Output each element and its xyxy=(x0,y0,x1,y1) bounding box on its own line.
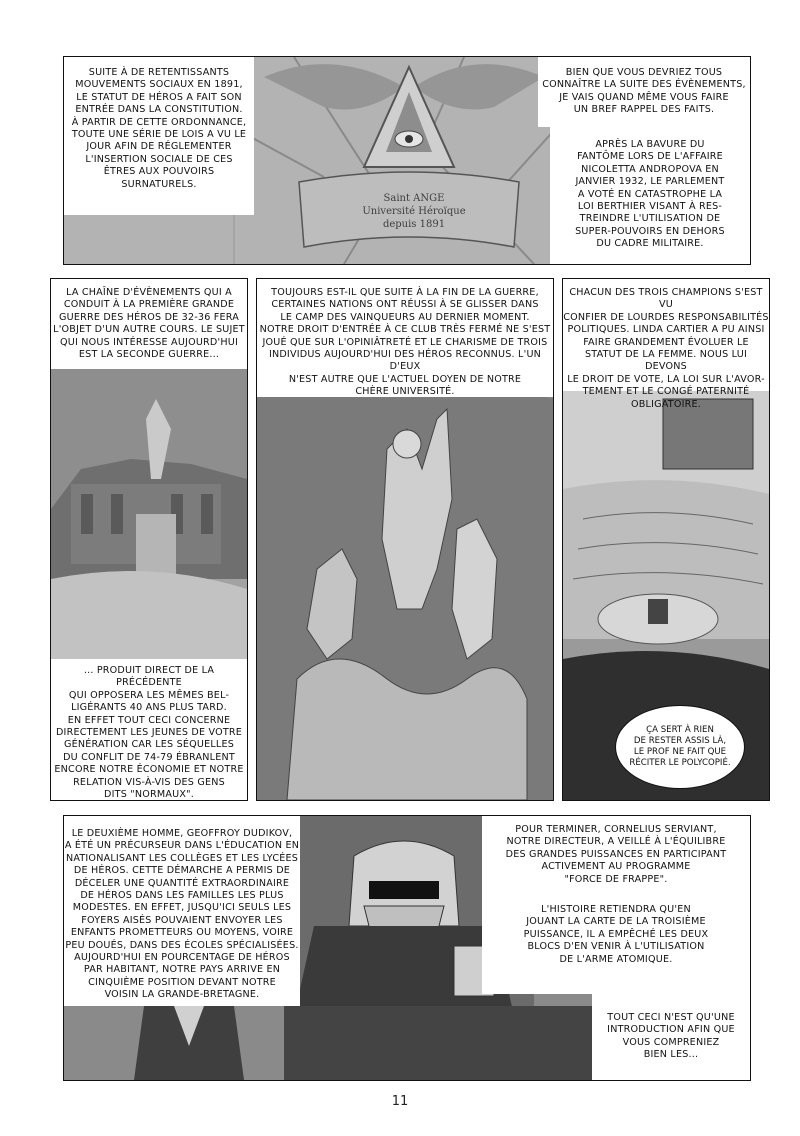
panel-three-heroes-statue xyxy=(256,278,554,801)
panel-amphitheater xyxy=(562,278,770,801)
caption-constitution: SUITE À DE RETENTISSANTS MOUVEMENTS SOCIAUX EN 1891, LE STATUT DE HÉROS A FAIT SON ENTRÉE DANS LA CONSTITUTION. À PARTIR DE CETTE ORDONNANCE, TOUTE UNE SÉRIE DE LOIS A VU LE JOUR AFIN DE RÉGLEMENTER L'INSERTION SOCIALE DE CES ÊTRES AUX POUVOIRS SURNATURELS. xyxy=(64,57,254,215)
caption-victors-camp: TOUJOURS EST-IL QUE SUITE À LA FIN DE LA GUERRE, CERTAINES NATIONS ONT RÉUSSI À SE GLISSER DANS LE CAMP DES VAINQUEURS AU DERNIER MOMENT. NOTRE DROIT D'ENTRÉE À CE CLUB TRÈS FERMÉ NE S'EST JOUÉ QUE SUR L'OPINIÂTRETÉ ET LE CHARISME DE TROIS INDIVIDUS AUJOURD'HUI DES HÉROS RECONNUS. L'UN D'EUX N'EST AUTRE QUE L'ACTUEL DOYEN DE NOTRE CHÈRE UNIVERSITÉ. xyxy=(257,279,553,397)
caption-nuclear-weapon: L'HISTOIRE RETIENDRA QU'EN JOUANT LA CARTE DE LA TROISIÈME PUISSANCE, IL A EMPÊCHÉ LES DEUX BLOCS D'EN VENIR À L'UTILISATION DE L'ARME ATOMIQUE. xyxy=(482,894,750,994)
caption-reminder: BIEN QUE VOUS DEVRIEZ TOUS CONNAÎTRE LA SUITE DES ÉVÈNEMENTS, JE VAIS QUAND MÊME VOUS FAIRE UN BREF RAPPEL DES FAITS. xyxy=(538,57,750,127)
caption-cornelius-serviant: POUR TERMINER, CORNELIUS SERVIANT, NOTRE DIRECTEUR, A VEILLÉ À L'ÉQUILIBRE DES GRANDES PUISSANCES EN PARTICIPANT ACTIVEMENT AU PROGRAMME "FORCE DE FRAPPE". xyxy=(482,816,750,894)
caption-second-war: ... PRODUIT DIRECT DE LA PRÉCÉDENTE QUI OPPOSERA LES MÊMES BEL- LIGÉRANTS 40 ANS PLUS TARD. EN EFFET TOUT CECI CONCERNE DIRECTEMENT LES JEUNES DE VOTRE GÉNÉRATION CAR LES SÉQUELLES DU CONFLIT DE 74-79 ÉBRANLENT ENCORE NOTRE ÉCONOMIE ET NOTRE RELATION VIS-À-VIS DES GENS DITS "NORMAUX". xyxy=(51,659,247,800)
caption-geoffroy-dudikov: LE DEUXIÈME HOMME, GEOFFROY DUDIKOV, A ÉTÉ UN PRÉCURSEUR DANS L'ÉDUCATION EN NATIONALISANT LES COLLÈGES ET LES LYCÉES DE HÉROS. CETTE DÉMARCHE A PERMIS DE DÉCELER UNE QUANTITÉ EXTRAORDINAIRE DE HÉROS DANS LES FAMILLES LES PLUS MODESTES. EN EFFET, JUSQU'ICI SEULS LES FOYERS AISÉS POUVAIENT ENVOYER LES ENFANTS PROMETTEURS OU MOYENS, VOIRE PEU DOUÉS, DANS DES ÉCOLES SPÉCIALISÉES. AUJOURD'HUI EN POURCENTAGE DE HÉROS PAR HABITANT, NOTRE PAYS ARRIVE EN CINQUIÈME POSITION DEVANT NOTRE VOISIN LA GRANDE-BRETAGNE. xyxy=(64,816,300,1006)
caption-introduction: TOUT CECI N'EST QU'UNE INTRODUCTION AFIN QUE VOUS COMPRENIEZ BIEN LES... xyxy=(592,994,750,1080)
crest-banner-text: Saint ANGE Université Héroïque depuis 1891 xyxy=(362,193,466,230)
panel-director-lecture xyxy=(63,815,751,1081)
panel-university-crest xyxy=(63,56,751,265)
caption-linda-cartier: CHACUN DES TROIS CHAMPIONS S'EST VU CONFIER DE LOURDES RESPONSABILITÉS POLITIQUES. LINDA CARTIER A PU AINSI FAIRE GRANDEMENT ÉVOLUER LE STATUT DE LA FEMME. NOUS LUI DEVONS LE DROIT DE VOTE, LA LOI SUR L'AVOR- TEMENT ET LE CONGÉ PATERNITÉ OBLIGATOIRE. xyxy=(563,279,769,391)
caption-first-war: LA CHAÎNE D'ÉVÈNEMENTS QUI A CONDUIT À LA PREMIÈRE GRANDE GUERRE DES HÉROS DE 32-36 FERA L'OBJET D'UN AUTRE COURS. LE SUJET QUI NOUS INTÉRESSE AUJOURD'HUI EST LA SECONDE GUERRE... xyxy=(51,279,247,369)
caption-berthier-law: APRÈS LA BAVURE DU FANTÔME LORS DE L'AFFAIRE NICOLETTA ANDROPOVA EN JANVIER 1932, LE PARLEMENT A VOTÉ EN CATASTROPHE LA LOI BERTHIER VISANT À RES- TREINDRE L'UTILISATION DE SUPER-POUVOIRS EN DEHORS DU CADRE MILITAIRE. xyxy=(550,127,750,264)
page-number: 11 xyxy=(391,1094,409,1109)
panel-statue-courtyard xyxy=(50,278,248,801)
speech-bubble-student: ÇA SERT À RIEN DE RESTER ASSIS LÀ, LE PROF NE FAIT QUE RÉCITER LE POLYCOPIÉ. xyxy=(615,705,745,789)
